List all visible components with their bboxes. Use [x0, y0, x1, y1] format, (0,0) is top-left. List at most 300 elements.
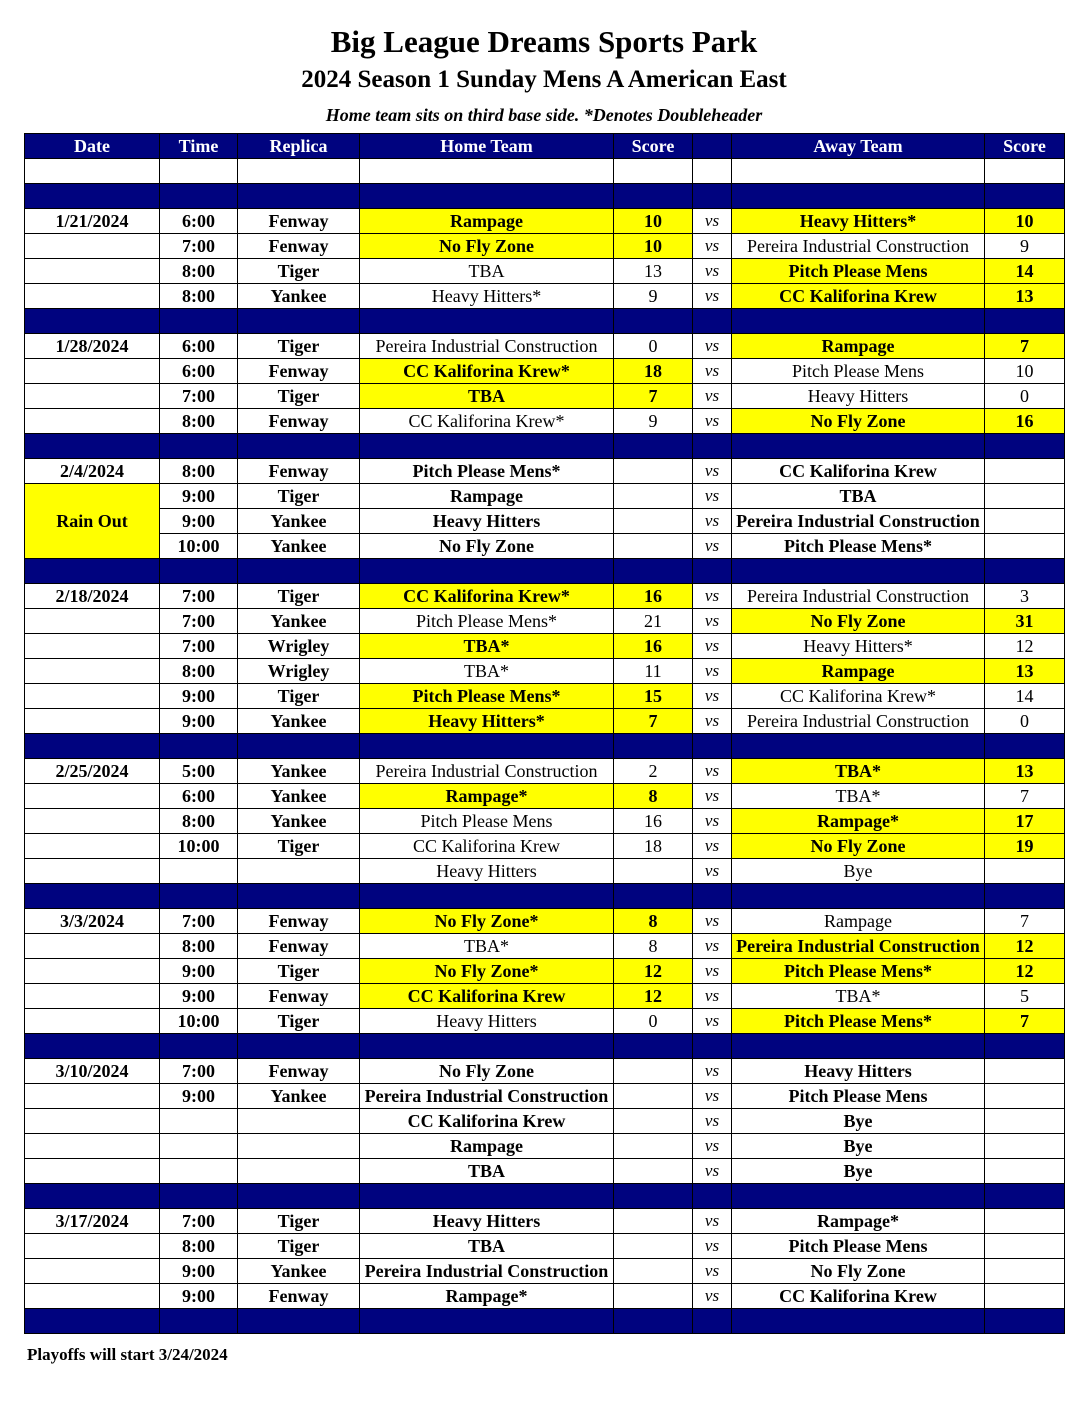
separator-cell [732, 1309, 985, 1334]
separator-cell [25, 309, 160, 334]
game-replica: Tiger [238, 1009, 360, 1034]
game-time: 9:00 [160, 684, 238, 709]
home-team: No Fly Zone [360, 234, 614, 259]
game-date-empty [25, 809, 160, 834]
away-score: 3 [985, 584, 1065, 609]
vs-label: vs [693, 384, 732, 409]
away-score [985, 1059, 1065, 1084]
home-team: Pereira Industrial Construction [360, 1259, 614, 1284]
away-team: TBA* [732, 784, 985, 809]
away-team: Pitch Please Mens [732, 259, 985, 284]
game-date-empty [25, 1134, 160, 1159]
vs-label: vs [693, 584, 732, 609]
vs-label: vs [693, 234, 732, 259]
home-score: 9 [614, 284, 693, 309]
away-team: Pereira Industrial Construction [732, 509, 985, 534]
away-team: Rampage [732, 909, 985, 934]
game-time: 6:00 [160, 784, 238, 809]
game-date-empty [25, 934, 160, 959]
game-time: 7:00 [160, 909, 238, 934]
game-replica: Yankee [238, 709, 360, 734]
game-replica: Yankee [238, 809, 360, 834]
away-score: 9 [985, 234, 1065, 259]
game-time: 9:00 [160, 484, 238, 509]
game-time: 8:00 [160, 259, 238, 284]
home-score [614, 459, 693, 484]
home-team: Rampage [360, 1134, 614, 1159]
game-time: 8:00 [160, 809, 238, 834]
game-row [25, 1059, 1065, 1084]
away-team: Pitch Please Mens* [732, 534, 985, 559]
separator-cell [360, 734, 614, 759]
separator-cell [693, 559, 732, 584]
game-row [25, 709, 1065, 734]
away-score: 31 [985, 609, 1065, 634]
page-title: Big League Dreams Sports Park [330, 24, 758, 59]
game-time: 9:00 [160, 959, 238, 984]
blank-cell [985, 159, 1065, 184]
away-team: Rampage* [732, 809, 985, 834]
away-score: 17 [985, 809, 1065, 834]
separator-cell [360, 1034, 614, 1059]
game-row [25, 959, 1065, 984]
game-row [25, 1109, 1065, 1134]
home-team: TBA [360, 259, 614, 284]
away-team: TBA [732, 484, 985, 509]
home-score: 15 [614, 684, 693, 709]
home-score: 21 [614, 609, 693, 634]
vs-label: vs [693, 759, 732, 784]
separator-cell [160, 1309, 238, 1334]
separator-cell [614, 1034, 693, 1059]
game-date-empty [25, 684, 160, 709]
home-team: TBA [360, 1159, 614, 1184]
game-time [160, 1109, 238, 1134]
game-time: 9:00 [160, 709, 238, 734]
game-row [25, 384, 1065, 409]
col-away-team: Away Team [732, 134, 985, 159]
away-team: Pereira Industrial Construction [732, 234, 985, 259]
home-score: 8 [614, 784, 693, 809]
home-score [614, 484, 693, 509]
vs-label: vs [693, 709, 732, 734]
home-score [614, 534, 693, 559]
vs-label: vs [693, 609, 732, 634]
game-row [25, 659, 1065, 684]
away-team: No Fly Zone [732, 409, 985, 434]
game-replica: Fenway [238, 934, 360, 959]
blank-cell [238, 159, 360, 184]
vs-label: vs [693, 959, 732, 984]
game-replica: Yankee [238, 759, 360, 784]
game-replica: Fenway [238, 409, 360, 434]
away-score [985, 534, 1065, 559]
home-team: TBA* [360, 634, 614, 659]
away-score: 7 [985, 909, 1065, 934]
separator-cell [614, 309, 693, 334]
game-row [25, 984, 1065, 1009]
game-replica: Fenway [238, 984, 360, 1009]
away-team: Pereira Industrial Construction [732, 934, 985, 959]
blank-cell [160, 159, 238, 184]
game-date-empty [25, 1259, 160, 1284]
blank-cell [25, 159, 160, 184]
col-away-score: Score [985, 134, 1065, 159]
game-row [25, 759, 1065, 784]
game-date-empty [25, 234, 160, 259]
vs-label: vs [693, 634, 732, 659]
game-row [25, 634, 1065, 659]
home-team: TBA [360, 384, 614, 409]
home-score: 0 [614, 334, 693, 359]
away-score: 14 [985, 684, 1065, 709]
separator-row [25, 1184, 1065, 1209]
game-time: 6:00 [160, 359, 238, 384]
home-score [614, 1159, 693, 1184]
vs-label: vs [693, 1109, 732, 1134]
game-row [25, 684, 1065, 709]
col-vs [693, 134, 732, 159]
game-replica [238, 1134, 360, 1159]
game-replica: Yankee [238, 609, 360, 634]
home-score: 2 [614, 759, 693, 784]
away-score: 0 [985, 709, 1065, 734]
vs-label: vs [693, 659, 732, 684]
away-team: No Fly Zone [732, 1259, 985, 1284]
separator-cell [238, 1309, 360, 1334]
home-team: CC Kaliforina Krew* [360, 409, 614, 434]
away-team: No Fly Zone [732, 834, 985, 859]
home-score: 7 [614, 384, 693, 409]
separator-cell [614, 1184, 693, 1209]
blank-cell [693, 159, 732, 184]
home-team: Pitch Please Mens [360, 809, 614, 834]
away-score [985, 459, 1065, 484]
game-date-empty [25, 959, 160, 984]
separator-cell [238, 884, 360, 909]
away-score [985, 1209, 1065, 1234]
separator-cell [360, 184, 614, 209]
game-replica: Yankee [238, 509, 360, 534]
vs-label: vs [693, 1084, 732, 1109]
separator-cell [25, 734, 160, 759]
game-time: 10:00 [160, 534, 238, 559]
game-row [25, 1159, 1065, 1184]
separator-cell [985, 884, 1065, 909]
away-team: Pitch Please Mens* [732, 1009, 985, 1034]
away-team: No Fly Zone [732, 609, 985, 634]
separator-cell [160, 884, 238, 909]
game-date-empty [25, 1284, 160, 1309]
game-row [25, 1084, 1065, 1109]
game-time: 8:00 [160, 459, 238, 484]
separator-cell [693, 884, 732, 909]
vs-label: vs [693, 509, 732, 534]
home-team: Pereira Industrial Construction [360, 759, 614, 784]
away-team: Pereira Industrial Construction [732, 709, 985, 734]
game-row [25, 609, 1065, 634]
away-score: 19 [985, 834, 1065, 859]
vs-label: vs [693, 1284, 732, 1309]
home-team: Rampage* [360, 784, 614, 809]
page-subtitle: 2024 Season 1 Sunday Mens A American East [301, 66, 787, 93]
home-team: Rampage [360, 209, 614, 234]
vs-label: vs [693, 1259, 732, 1284]
game-row [25, 284, 1065, 309]
game-row [25, 584, 1065, 609]
game-row [25, 909, 1065, 934]
game-replica: Tiger [238, 384, 360, 409]
game-date-empty [25, 1234, 160, 1259]
away-team: Pitch Please Mens* [732, 959, 985, 984]
home-score [614, 1234, 693, 1259]
home-score: 16 [614, 634, 693, 659]
away-team: Heavy Hitters [732, 384, 985, 409]
separator-cell [360, 1184, 614, 1209]
game-date: 2/25/2024 [25, 759, 160, 784]
game-row [25, 934, 1065, 959]
away-score: 7 [985, 784, 1065, 809]
game-date: 3/3/2024 [25, 909, 160, 934]
away-team: CC Kaliforina Krew [732, 284, 985, 309]
separator-cell [732, 734, 985, 759]
away-team: Rampage [732, 659, 985, 684]
home-team: Pitch Please Mens* [360, 684, 614, 709]
vs-label: vs [693, 484, 732, 509]
game-replica: Fenway [238, 234, 360, 259]
separator-cell [732, 1184, 985, 1209]
game-replica: Wrigley [238, 634, 360, 659]
home-team: No Fly Zone* [360, 909, 614, 934]
game-time: 10:00 [160, 834, 238, 859]
game-date: 3/10/2024 [25, 1059, 160, 1084]
separator-cell [985, 734, 1065, 759]
game-date-empty [25, 709, 160, 734]
away-score: 12 [985, 634, 1065, 659]
blank-cell [614, 159, 693, 184]
game-date-empty [25, 634, 160, 659]
game-replica: Fenway [238, 1059, 360, 1084]
game-row [25, 484, 1065, 509]
home-score [614, 1209, 693, 1234]
away-team: CC Kaliforina Krew [732, 1284, 985, 1309]
away-score [985, 859, 1065, 884]
home-score: 10 [614, 209, 693, 234]
separator-cell [160, 1184, 238, 1209]
separator-cell [693, 309, 732, 334]
game-time: 7:00 [160, 384, 238, 409]
separator-row [25, 434, 1065, 459]
vs-label: vs [693, 209, 732, 234]
game-date: 1/28/2024 [25, 334, 160, 359]
separator-cell [985, 434, 1065, 459]
separator-row [25, 884, 1065, 909]
header-row [25, 134, 1065, 159]
separator-cell [25, 184, 160, 209]
vs-label: vs [693, 534, 732, 559]
separator-row [25, 559, 1065, 584]
game-replica: Yankee [238, 534, 360, 559]
away-score: 13 [985, 284, 1065, 309]
away-team: Heavy Hitters* [732, 209, 985, 234]
game-replica: Tiger [238, 484, 360, 509]
away-score [985, 1259, 1065, 1284]
game-row [25, 509, 1065, 534]
game-date: 2/18/2024 [25, 584, 160, 609]
separator-cell [693, 1309, 732, 1334]
game-time: 7:00 [160, 234, 238, 259]
blank-row [25, 159, 1065, 184]
game-date-empty [25, 1084, 160, 1109]
separator-cell [985, 309, 1065, 334]
game-replica: Tiger [238, 834, 360, 859]
separator-cell [25, 1309, 160, 1334]
away-team: Pitch Please Mens [732, 359, 985, 384]
game-time: 8:00 [160, 934, 238, 959]
game-date-empty [25, 859, 160, 884]
game-row [25, 1009, 1065, 1034]
home-score: 9 [614, 409, 693, 434]
game-replica: Tiger [238, 1209, 360, 1234]
separator-row [25, 1309, 1065, 1334]
home-team: Heavy Hitters [360, 1209, 614, 1234]
home-score [614, 1059, 693, 1084]
game-date-empty [25, 384, 160, 409]
vs-label: vs [693, 859, 732, 884]
game-time: 10:00 [160, 1009, 238, 1034]
separator-cell [360, 884, 614, 909]
separator-cell [985, 1309, 1065, 1334]
away-score: 7 [985, 1009, 1065, 1034]
vs-label: vs [693, 934, 732, 959]
game-row [25, 1284, 1065, 1309]
away-score [985, 484, 1065, 509]
home-team: CC Kaliforina Krew [360, 984, 614, 1009]
schedule-table [24, 133, 1065, 1334]
game-time: 7:00 [160, 584, 238, 609]
separator-cell [614, 1309, 693, 1334]
game-replica: Tiger [238, 959, 360, 984]
game-row [25, 834, 1065, 859]
away-team: Pitch Please Mens [732, 1234, 985, 1259]
game-date-empty [25, 609, 160, 634]
game-time: 8:00 [160, 409, 238, 434]
home-team: CC Kaliforina Krew* [360, 584, 614, 609]
separator-cell [160, 1034, 238, 1059]
home-score: 8 [614, 934, 693, 959]
separator-cell [614, 434, 693, 459]
home-team: No Fly Zone [360, 534, 614, 559]
away-team: Bye [732, 1109, 985, 1134]
game-time: 5:00 [160, 759, 238, 784]
game-row [25, 359, 1065, 384]
home-score [614, 509, 693, 534]
game-date: 3/17/2024 [25, 1209, 160, 1234]
game-row [25, 1134, 1065, 1159]
game-date-empty [25, 1159, 160, 1184]
game-replica: Wrigley [238, 659, 360, 684]
col-replica: Replica [238, 134, 360, 159]
separator-cell [985, 184, 1065, 209]
vs-label: vs [693, 1234, 732, 1259]
game-date: 2/4/2024 [25, 459, 160, 484]
col-home-team: Home Team [360, 134, 614, 159]
separator-cell [360, 309, 614, 334]
game-time: 6:00 [160, 209, 238, 234]
home-score: 0 [614, 1009, 693, 1034]
separator-cell [732, 559, 985, 584]
col-time: Time [160, 134, 238, 159]
home-score [614, 1259, 693, 1284]
separator-cell [238, 559, 360, 584]
game-time: 9:00 [160, 1284, 238, 1309]
game-date-empty [25, 1109, 160, 1134]
away-team: CC Kaliforina Krew* [732, 684, 985, 709]
game-replica: Fenway [238, 909, 360, 934]
separator-cell [25, 559, 160, 584]
game-time [160, 1134, 238, 1159]
away-score: 7 [985, 334, 1065, 359]
separator-cell [238, 734, 360, 759]
away-team: Pereira Industrial Construction [732, 584, 985, 609]
game-replica: Tiger [238, 1234, 360, 1259]
home-team: No Fly Zone* [360, 959, 614, 984]
vs-label: vs [693, 409, 732, 434]
home-team: Heavy Hitters [360, 859, 614, 884]
away-score: 14 [985, 259, 1065, 284]
game-replica: Yankee [238, 784, 360, 809]
home-team: Rampage [360, 484, 614, 509]
home-team: Heavy Hitters* [360, 284, 614, 309]
game-time [160, 1159, 238, 1184]
home-team: CC Kaliforina Krew [360, 1109, 614, 1134]
home-team: Pereira Industrial Construction [360, 1084, 614, 1109]
away-score: 13 [985, 759, 1065, 784]
game-time: 9:00 [160, 1259, 238, 1284]
away-team: TBA* [732, 984, 985, 1009]
game-time: 7:00 [160, 634, 238, 659]
away-score: 10 [985, 209, 1065, 234]
away-score [985, 1159, 1065, 1184]
home-score: 12 [614, 959, 693, 984]
away-team: TBA* [732, 759, 985, 784]
blank-cell [360, 159, 614, 184]
separator-cell [693, 1184, 732, 1209]
away-team: CC Kaliforina Krew [732, 459, 985, 484]
vs-label: vs [693, 1059, 732, 1084]
game-replica: Yankee [238, 1259, 360, 1284]
separator-cell [732, 1034, 985, 1059]
game-row [25, 459, 1065, 484]
game-time: 9:00 [160, 1084, 238, 1109]
game-time: 8:00 [160, 284, 238, 309]
away-team: Heavy Hitters* [732, 634, 985, 659]
away-team: Pitch Please Mens [732, 1084, 985, 1109]
separator-cell [238, 309, 360, 334]
game-row [25, 1234, 1065, 1259]
home-score [614, 1109, 693, 1134]
separator-cell [360, 1309, 614, 1334]
game-row [25, 334, 1065, 359]
vs-label: vs [693, 1009, 732, 1034]
home-score: 18 [614, 834, 693, 859]
col-home-score: Score [614, 134, 693, 159]
home-team: TBA* [360, 659, 614, 684]
game-replica: Yankee [238, 284, 360, 309]
away-team: Bye [732, 1134, 985, 1159]
home-team: Heavy Hitters [360, 1009, 614, 1034]
game-replica: Fenway [238, 459, 360, 484]
